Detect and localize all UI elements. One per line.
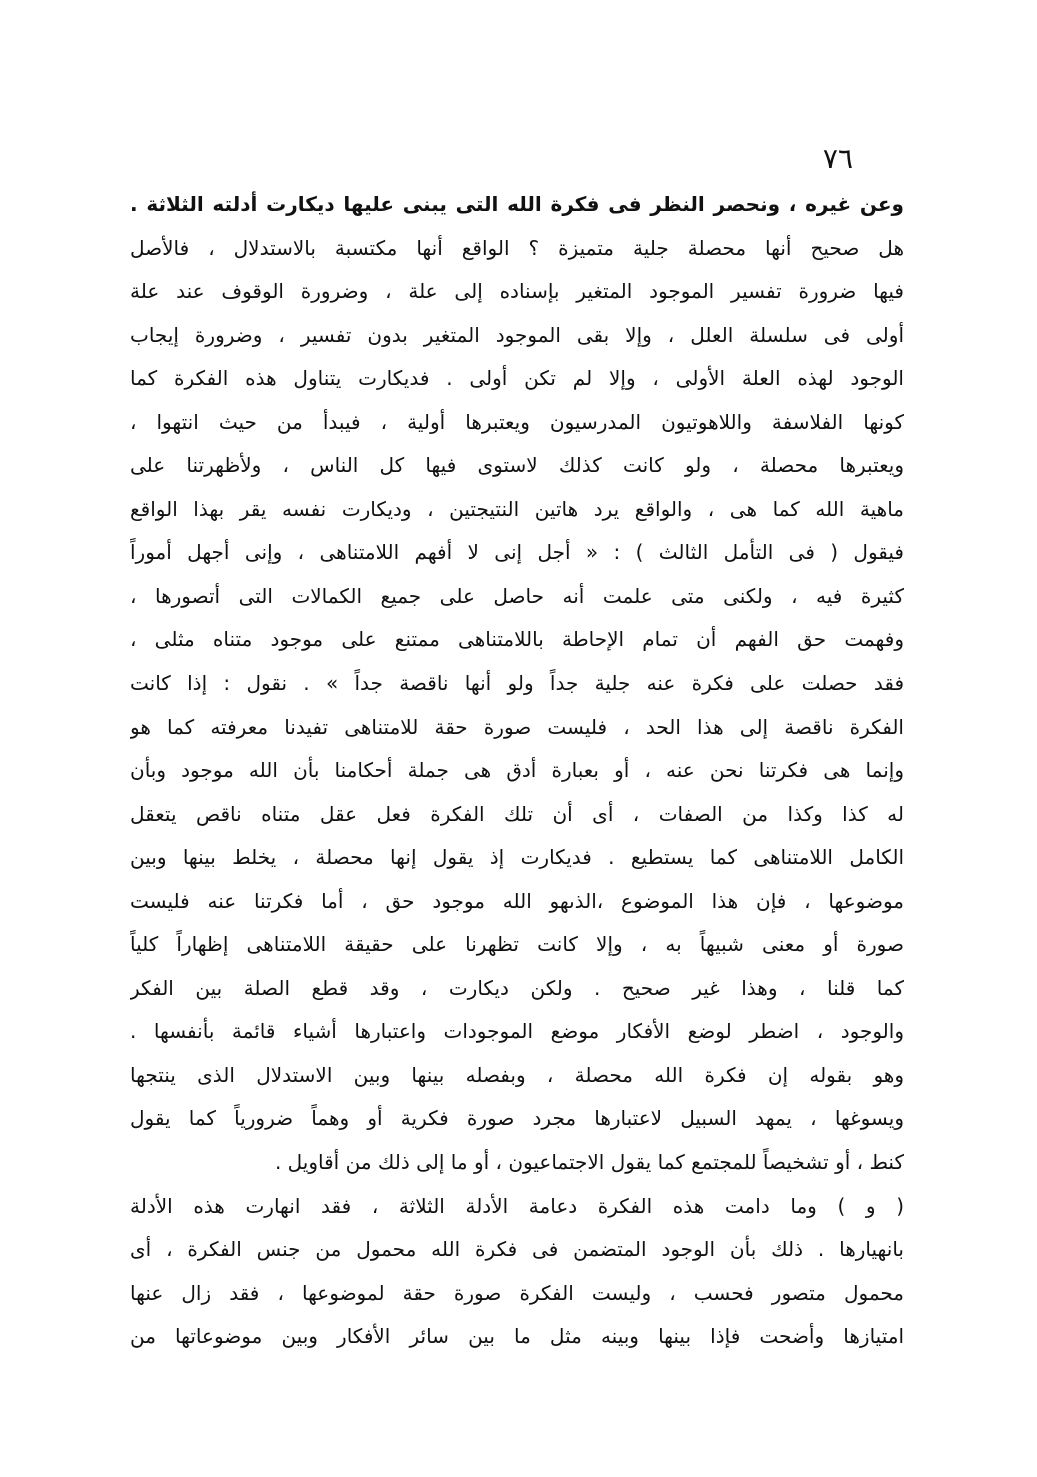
text-line: كونها الفلاسفة واللاهوتيون المدرسيون ويعتبرها أولية ، فيبدأ من حيث انتهوا ، — [130, 409, 904, 434]
text-line: الفكرة ناقصة إلى هذا الحد ، فليست صورة حقة للامتناهى تفيدنا معرفته كما هو — [130, 714, 904, 739]
text-line: فيقول ( فى التأمل الثالث ) : « أجل إنى لا أفهم اللامتناهى ، وإنى أجهل أموراً — [130, 540, 904, 565]
text-line: له كذا وكذا من الصفات ، أى أن تلك الفكرة فعل عقل متناه ناقص يتعقل — [130, 801, 904, 826]
text-line: ويعتبرها محصلة ، ولو كانت كذلك لاستوى فيها كل الناس ، ولأظهرتنا على — [130, 453, 904, 478]
text-line: والوجود ، اضطر لوضع الأفكار موضع الموجودات واعتبارها أشياء قائمة بأنفسها . — [130, 1019, 904, 1044]
text-line: وفهمت حق الفهم أن تمام الإحاطة باللامتناهى ممتنع على موجود متناه مثلى ، — [130, 627, 904, 652]
text-line: موضوعها ، فإن هذا الموضوع ،الذىهو الله موجود حق ، أما فكرتنا عنه فليست — [130, 888, 904, 913]
text-line: وهو بقوله إن فكرة الله محصلة ، وبفصله بينها وبين الاستدلال الذى ينتجها — [130, 1062, 904, 1087]
text-line: كنط ، أو تشخيصاً للمجتمع كما يقول الاجتماعيون ، أو ما إلى ذلك من أقاويل . — [274, 1150, 904, 1175]
text-line: محمول متصور فحسب ، وليست الفكرة صورة حقة لموضوعها ، فقد زال عنها — [130, 1280, 904, 1305]
text-line: صورة أو معنى شبيهاً به ، وإلا كانت تظهرنا على حقيقة اللامتناهى إظهاراً كلياً — [130, 932, 904, 957]
text-line: بانهيارها . ذلك بأن الوجود المتضمن فى فكرة الله محمول من جنس الفكرة ، أى — [130, 1237, 904, 1262]
text-line: كثيرة فيه ، ولكنى متى علمت أنه حاصل على جميع الكمالات التى أتصورها ، — [130, 583, 904, 608]
text-line: هل صحيح أنها محصلة جلية متميزة ؟ الواقع أنها مكتسبة بالاستدلال ، فالأصل — [130, 235, 904, 260]
text-line: الوجود لهذه العلة الأولى ، وإلا لم تكن أولى . فديكارت يتناول هذه الفكرة كما — [130, 366, 904, 391]
text-line: امتيازها وأضحت فإذا بينها وبينه مثل ما بين سائر الأفكار وبين موضوعاتها من — [130, 1324, 904, 1349]
text-line: أولى فى سلسلة العلل ، وإلا بقى الموجود المتغير بدون تفسير ، وضرورة إيجاب — [130, 322, 904, 347]
text-line: ويسوغها ، يمهد السبيل لاعتبارها مجرد صورة فكرية أو وهماً ضرورياً كما يقول — [130, 1106, 904, 1131]
text-line: ماهية الله كما هى ، والواقع يرد هاتين النتيجتين ، وديكارت نفسه يقر بهذا الواقع — [130, 496, 904, 521]
page-number: ٧٦ — [822, 142, 853, 175]
text-line: الكامل اللامتناهى كما يستطيع . فديكارت إذ يقول إنها محصلة ، يخلط بينها وبين — [130, 845, 904, 870]
text-line: فقد حصلت على فكرة عنه جلية جداً ولو أنها ناقصة جداً » . نقول : إذا كانت — [130, 671, 904, 696]
body-text — [130, 183, 904, 1359]
text-line: وإنما هى فكرتنا نحن عنه ، أو بعبارة أدق هى جملة أحكامنا بأن الله موجود وبأن — [130, 758, 904, 783]
text-line: فيها ضرورة تفسير الموجود المتغير بإسناده إلى علة ، وضرورة الوقوف عند علة — [130, 279, 904, 304]
text-line: ( و ) وما دامت هذه الفكرة دعامة الأدلة الثلاثة ، فقد انهارت هذه الأدلة — [130, 1193, 904, 1218]
text-line: وعن غيره ، ونحصر النظر فى فكرة الله التى يبنى عليها ديكارت أدلته الثلاثة . — [130, 192, 904, 216]
text-line: كما قلنا ، وهذا غير صحيح . ولكن ديكارت ، وقد قطع الصلة بين الفكر — [130, 975, 904, 1000]
